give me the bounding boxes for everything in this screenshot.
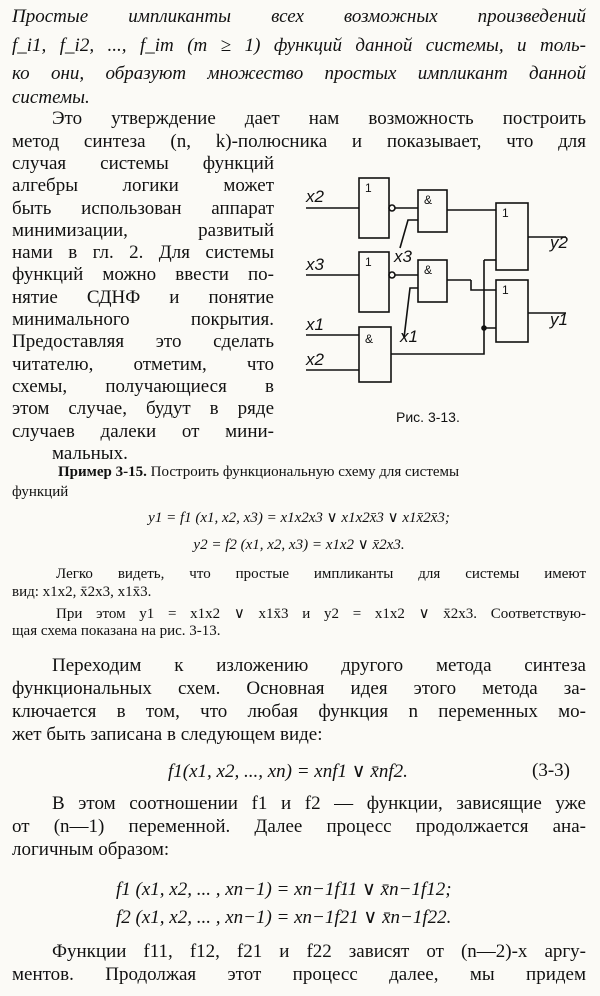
or-gate-out-y2 xyxy=(496,203,528,270)
para1-left-line: Предоставляя это сделать xyxy=(12,331,274,353)
and-gate-2 xyxy=(418,260,447,302)
logic-circuit-figure xyxy=(296,170,588,432)
para1-left-line: мальных. xyxy=(52,442,128,464)
gate-label: 1 xyxy=(365,181,372,195)
theorem-line-3: ко они, образуют множество простых импликант данной xyxy=(12,63,586,84)
output-label-y2: y2 xyxy=(550,233,568,252)
para1-line-1: Это утверждение дает нам возможность построить xyxy=(52,108,586,129)
theorem-line-4: системы. xyxy=(12,87,90,108)
para1-left-line: читателю, отметим, что xyxy=(12,353,274,375)
example-line-2: функций xyxy=(12,484,69,500)
mid-label-x3: x3 xyxy=(394,247,412,266)
input-label-x3: x3 xyxy=(306,255,324,274)
example-para-2: вид: x1x2, x̄2x3, x1x̄3. xyxy=(12,584,152,600)
para3-line-2: от (n—1) переменной. Далее процесс продолжается ана- xyxy=(12,816,586,837)
input-label-x1: x1 xyxy=(306,315,324,334)
input-label-x2: x2 xyxy=(306,187,324,206)
output-label-y1: y1 xyxy=(550,310,568,329)
para1-left-line: функций можно ввести по- xyxy=(12,264,274,286)
para1-left-line: этом случае, будут в ряде xyxy=(12,398,274,420)
formula-number: (3-3) xyxy=(532,760,570,781)
para4-line-2: ментов. Продолжая этот процесс далее, мы придем xyxy=(12,964,586,985)
example-line-1 xyxy=(58,464,459,481)
para2-line-3: ключается в том, что любая функция n переменных мо- xyxy=(12,701,586,722)
para1-left-line: минимизации, развитый xyxy=(12,219,274,241)
or-gate-1 xyxy=(359,178,389,238)
para1-left-line: быть использован аппарат xyxy=(12,197,274,219)
gate-label: 1 xyxy=(502,283,509,297)
example-equation-y1: y1 = f1 (x1, x2, x3) = x1x2x3 ∨ x1x2x̄3 ∨ x1x̄2x̄3; xyxy=(148,510,450,526)
gate-label: & xyxy=(424,263,433,277)
para4-line-1: Функции f11, f12, f21 и f22 зависят от (n—2)-х аргу- xyxy=(52,941,586,962)
example-label: Пример 3-15. xyxy=(58,464,147,480)
gate-label: & xyxy=(424,193,433,207)
example-para-4: щая схема показана на рис. 3-13. xyxy=(12,623,221,639)
theorem-line-1: Простые импликанты всех возможных произведений xyxy=(12,6,586,27)
and-gate-3 xyxy=(359,327,391,382)
para3-line-3: логичным образом: xyxy=(12,839,170,860)
para1-left-line: нятие СДНФ и понятие xyxy=(12,286,274,308)
theorem-line-2: f_i1, f_i2, ..., f_im (m ≥ 1) функций данной системы, и толь- xyxy=(12,35,586,56)
formula-f1: f1 (x1, x2, ... , xn−1) = xn−1f11 ∨ x̄n−1f12; xyxy=(116,879,452,900)
para1-left-line: алгебры логики может xyxy=(12,175,274,197)
para2-line-2: функциональных схем. Основная идея этого метода за- xyxy=(12,678,586,699)
example-para-1: Легко видеть, что простые импликанты для системы имеют xyxy=(56,566,586,582)
para2-line-1: Переходим к изложению другого метода синтеза xyxy=(52,655,586,676)
formula-3-3: f1(x1, x2, ..., xn) = xnf1 ∨ x̄nf2. xyxy=(168,761,408,782)
formula-f2: f2 (x1, x2, ... , xn−1) = xn−1f21 ∨ x̄n−1f22. xyxy=(116,907,452,928)
para1-left-column xyxy=(12,153,274,465)
example-para-3: При этом y1 = x1x2 ∨ x1x̄3 и y2 = x1x2 ∨ x̄2x3. Соответствую- xyxy=(56,606,586,622)
para1-left-line: случая системы функций xyxy=(12,153,274,174)
para1-left-line: случаев далеки от мини- xyxy=(12,420,274,442)
para1-left-line: минимального покрытия. xyxy=(12,309,274,331)
example-text-1: Построить функциональную схему для системы xyxy=(150,464,460,480)
and-gate-1 xyxy=(418,190,447,232)
or-gate-2 xyxy=(359,252,389,312)
input-label-x2: x2 xyxy=(306,350,324,369)
para1-line-2: метод синтеза (n, k)-полюсника и показывает, что для xyxy=(12,131,586,152)
example-equation-y2: y2 = f2 (x1, x2, x3) = x1x2 ∨ x̄2x3. xyxy=(193,537,405,553)
para1-left-line: нами в гл. 2. Для системы xyxy=(12,242,274,264)
or-gate-out-y1 xyxy=(496,280,528,342)
gate-label: 1 xyxy=(502,206,509,220)
para2-line-4: жет быть записана в следующем виде: xyxy=(12,724,323,745)
para1-left-line: схемы, получающиеся в xyxy=(12,375,274,397)
figure-caption: Рис. 3-13. xyxy=(396,409,460,425)
gate-label: 1 xyxy=(365,255,372,269)
gate-label: & xyxy=(365,332,374,346)
para3-line-1: В этом соотношении f1 и f2 — функции, зависящие уже xyxy=(52,793,586,814)
mid-label-x1: x1 xyxy=(400,327,418,346)
junction-dot xyxy=(481,325,487,331)
